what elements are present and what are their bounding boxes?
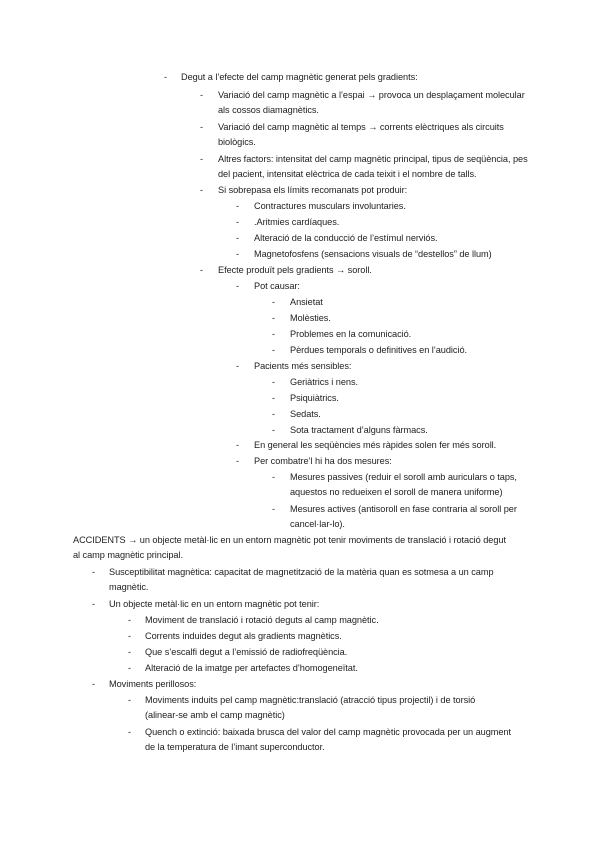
bullet-dash: - — [236, 456, 240, 466]
bullet-dash: - — [128, 631, 132, 641]
list-item-text: Que s’escalfi degut a l’emissió de radiofreqüència. — [145, 647, 348, 657]
list-item-text: Psiquiàtrics. — [290, 393, 339, 403]
bullet-dash: - — [236, 201, 240, 211]
list-item-text: Un objecte metàl·lic en un entorn magnètic pot tenir: — [109, 599, 320, 609]
bullet-dash: - — [164, 72, 168, 82]
bullet-dash: - — [236, 281, 240, 291]
list-item-text: .Aritmies cardíaques. — [254, 217, 340, 227]
list-item-text: Quench o extinció: baixada brusca del valor del camp magnètic provocada per un augment — [145, 727, 511, 737]
list-item-text: Per combatre’l hi ha dos mesures: — [254, 456, 392, 466]
accidents-paragraph: ACCIDENTS → un objecte metàl·lic en un entorn magnètic pot tenir moviments de translació i rotació degut — [73, 535, 506, 545]
list-item-text-cont: cancel·lar-lo). — [290, 519, 345, 529]
list-item-text: Sota tractament d’alguns fàrmacs. — [290, 425, 428, 435]
list-item-text: Pot causar: — [254, 281, 300, 291]
bullet-dash: - — [236, 233, 240, 243]
list-item-text: Moviments induits pel camp magnètic:translació (atracció tipus projectil) i de torsió — [145, 695, 476, 705]
bullet-dash: - — [272, 425, 276, 435]
list-item-text-cont: aquestos no redueixen el soroll de manera uniforme) — [290, 487, 503, 497]
list-item-text-cont: als cossos diamagnètics. — [218, 105, 319, 115]
bullet-dash: - — [236, 361, 240, 371]
list-item-text-cont: del pacient, intensitat elèctrica de cada teixit i el nombre de talls. — [218, 169, 477, 179]
list-item-text: Moviments perillosos: — [109, 679, 197, 689]
bullet-dash: - — [200, 154, 204, 164]
accidents-paragraph-cont: al camp magnètic principal. — [73, 550, 183, 560]
list-item-text: Mesures passives (reduir el soroll amb auriculars o taps, — [290, 472, 517, 482]
list-item-text: Alteració de la imatge per artefactes d’homogeneïtat. — [145, 663, 358, 673]
list-item-text: Moviment de translació i rotació deguts al camp magnètic. — [145, 615, 379, 625]
list-item-text: Geriàtrics i nens. — [290, 377, 359, 387]
list-item-text: Pèrdues temporals o definitives en l’audició. — [290, 345, 468, 355]
list-item-text: Problemes en la comunicació. — [290, 329, 412, 339]
bullet-dash: - — [200, 185, 204, 195]
list-item-text-cont: magnètic. — [109, 582, 149, 592]
bullet-dash: - — [236, 249, 240, 259]
list-item-text: Efecte produït pels gradients → soroll. — [218, 265, 372, 275]
bullet-dash: - — [272, 393, 276, 403]
list-item-text: Molèsties. — [290, 313, 331, 323]
list-item-text: Contractures musculars involuntaries. — [254, 201, 406, 211]
bullet-dash: - — [200, 265, 204, 275]
bullet-dash: - — [272, 313, 276, 323]
list-item-text: En general les seqüències més ràpides solen fer més soroll. — [254, 440, 497, 450]
bullet-dash: - — [200, 122, 204, 132]
list-item-text: Si sobrepasa els límits recomanats pot produir: — [218, 185, 408, 195]
list-item-text: Sedats. — [290, 409, 321, 419]
bullet-dash: - — [128, 727, 132, 737]
list-item-text: Ansietat — [290, 297, 323, 307]
bullet-dash: - — [272, 472, 276, 482]
list-item-text: Alteració de la conducció de l’estímul nerviós. — [254, 233, 438, 243]
bullet-dash: - — [128, 663, 132, 673]
list-item-text: Variació del camp magnètic al temps → corrents elèctriques als circuits — [218, 122, 504, 132]
bullet-dash: - — [236, 440, 240, 450]
bullet-dash: - — [272, 329, 276, 339]
bullet-dash: - — [128, 695, 132, 705]
list-item-text: Pacients més sensibles: — [254, 361, 352, 371]
list-item-text: Degut a l’efecte del camp magnètic generat pels gradients: — [181, 72, 418, 82]
list-item-text: Magnetofosfens (sensacions visuals de “destellos” de llum) — [254, 249, 492, 259]
bullet-dash: - — [272, 297, 276, 307]
list-item-text: Corrents induides degut als gradients magnètics. — [145, 631, 342, 641]
list-item-text-cont: (alinear-se amb el camp magnètic) — [145, 710, 285, 720]
bullet-dash: - — [272, 504, 276, 514]
bullet-dash: - — [200, 90, 204, 100]
list-item-text: Variació del camp magnètic a l’espai → provoca un desplaçament molecular — [218, 90, 525, 100]
list-item-text-cont: de la temperatura de l’imant superconductor. — [145, 742, 325, 752]
list-item-text: Altres factors: intensitat del camp magnètic principal, tipus de seqüència, pes — [218, 154, 528, 164]
bullet-dash: - — [92, 679, 96, 689]
bullet-dash: - — [92, 599, 96, 609]
list-item-text-cont: biològics. — [218, 137, 256, 147]
bullet-dash: - — [236, 217, 240, 227]
list-item-text: Mesures actives (antisoroll en fase contraria al soroll per — [290, 504, 517, 514]
bullet-dash: - — [272, 377, 276, 387]
bullet-dash: - — [92, 567, 96, 577]
bullet-dash: - — [272, 345, 276, 355]
bullet-dash: - — [128, 647, 132, 657]
bullet-dash: - — [128, 615, 132, 625]
list-item-text: Susceptibilitat magnètica: capacitat de magnetització de la matèria quan es sotmesa a un camp — [109, 567, 494, 577]
bullet-dash: - — [272, 409, 276, 419]
